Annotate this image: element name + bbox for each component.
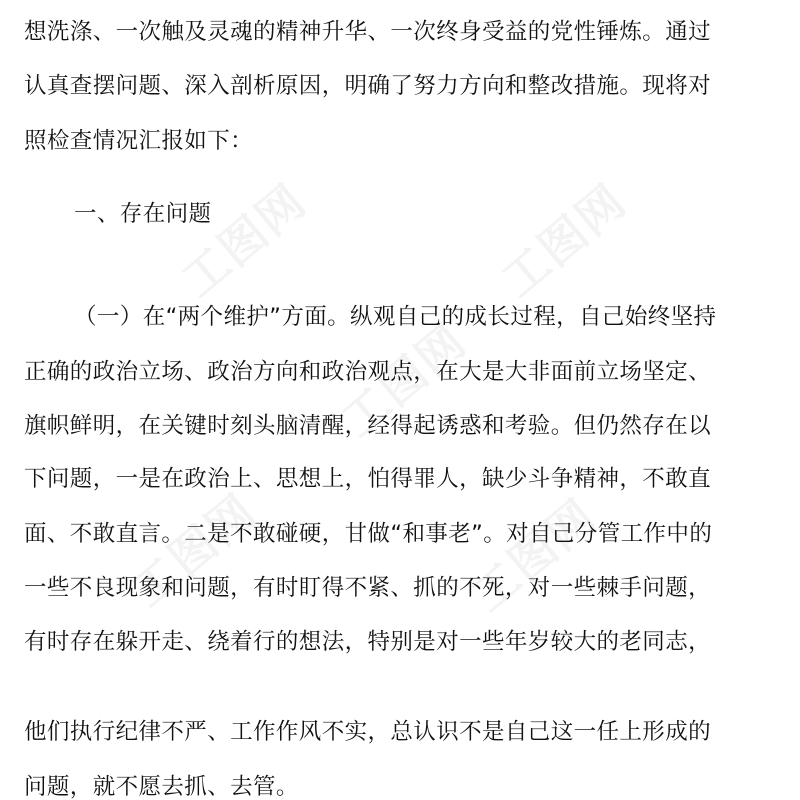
section-heading: 一、存在问题 [74, 201, 212, 227]
watermark: 工图网 [461, 488, 607, 623]
paragraph-line: （一）在“两个维护”方面。纵观自己的成长过程，自己始终坚持 [74, 304, 717, 330]
watermark: 工图网 [331, 313, 477, 448]
paragraph-line: 一些不良现象和问题，有时盯得不紧、抓的不死，对一些棘手问题， [24, 575, 712, 601]
paragraph-line: 正确的政治立场、政治方向和政治观点，在大是大非面前立场坚定、 [24, 359, 712, 385]
paragraph-line: 面、不敢直言。二是不敢碰硬，甘做“和事老”。对自己分管工作中的 [24, 521, 713, 547]
paragraph-line: 有时存在躲开走、绕着行的想法，特别是对一些年岁较大的老同志， [24, 629, 712, 655]
paragraph-line: 他们执行纪律不严、工作作风不实，总认识不是自己这一任上形成的 [24, 719, 712, 745]
paragraph-line: 想洗涤、一次触及灵魂的精神升华、一次终身受益的党性锤炼。通过 [24, 19, 712, 45]
watermark: 工图网 [121, 483, 267, 618]
watermark: 工图网 [491, 173, 637, 308]
paragraph-line: 下问题，一是在政治上、思想上，怕得罪人，缺少斗争精神，不敢直 [24, 466, 712, 492]
paragraph-line: 旗帜鲜明，在关键时刻头脑清醒，经得起诱惑和考验。但仍然存在以 [24, 413, 712, 439]
paragraph-line: 认真查摆问题、深入剖析原因，明确了努力方向和整改措施。现将对 [24, 73, 712, 99]
paragraph-line: 照检查情况汇报如下： [24, 128, 254, 154]
paragraph-line: 问题，就不愿去抓、去管。 [24, 774, 299, 800]
watermark: 工图网 [171, 173, 317, 308]
